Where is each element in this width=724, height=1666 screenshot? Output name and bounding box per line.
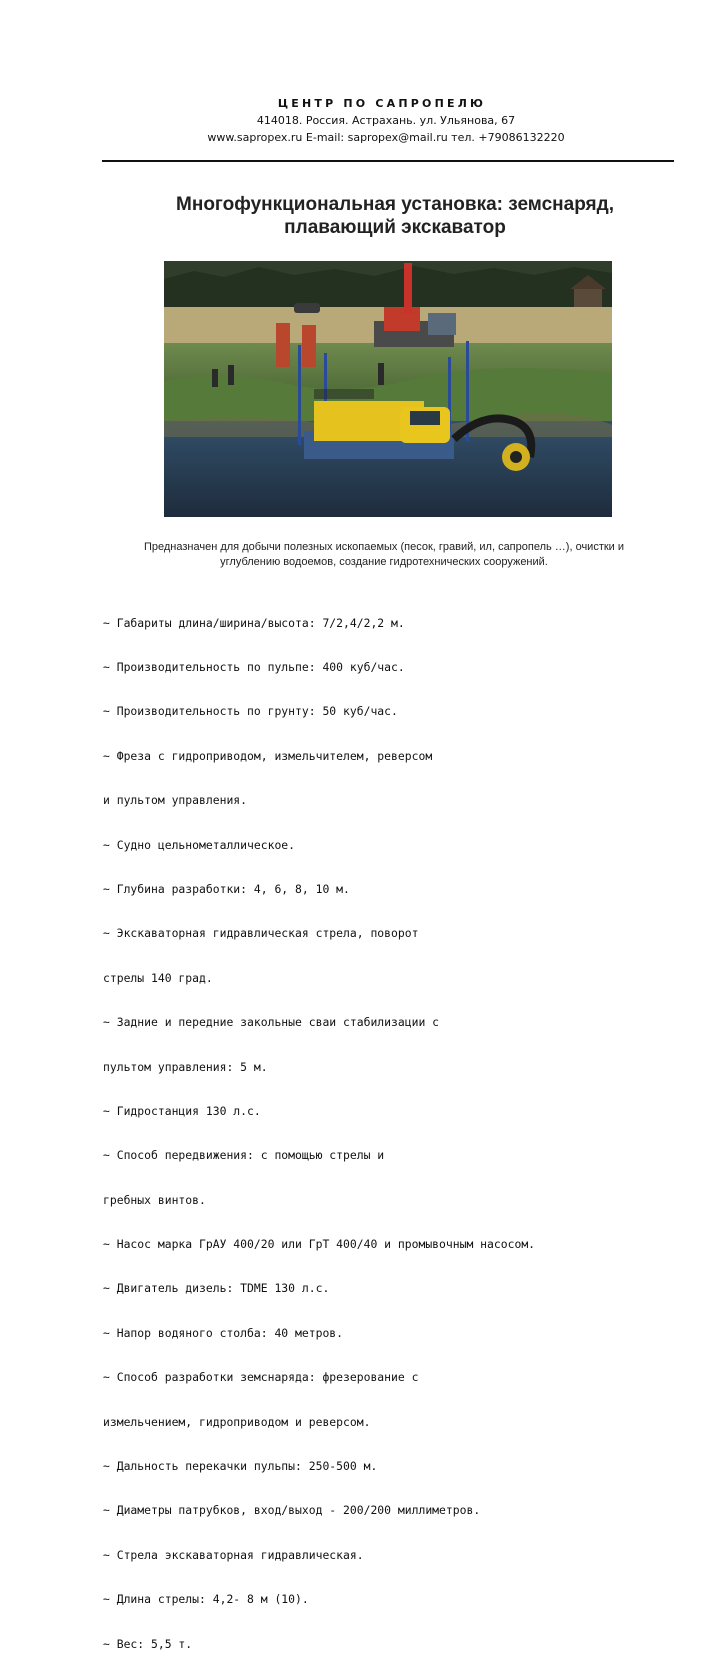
page-title-line-2: плавающий экскаватор	[284, 217, 506, 238]
description	[110, 540, 658, 570]
organization-address: 414018. Россия. Астрахань. ул. Ульянова, 67	[256, 114, 516, 127]
spec-line: стрелы 140 град.	[103, 970, 213, 985]
specifications-list	[103, 586, 663, 1666]
spec-line: ~ Фреза с гидроприводом, измельчителем, реверсом	[103, 748, 433, 763]
page-title	[150, 193, 640, 239]
spec-line: ~ Производительность по грунту: 50 куб/час.	[103, 704, 398, 719]
organization-contacts: www.sapropex.ru E-mail: sapropex@mail.ru тел. +79086132220	[207, 131, 565, 144]
spec-line: ~ Способ разработки земснаряда: фрезерование с	[103, 1370, 419, 1385]
spec-line: пультом управления: 5 м.	[103, 1059, 268, 1074]
spec-line: ~ Двигатель дизель: TDME 130 л.с.	[103, 1281, 330, 1296]
spec-line: ~ Дальность перекачки пульпы: 250-500 м.	[103, 1459, 378, 1474]
page-title-line-1: Многофункциональная установка: земснаряд,	[176, 194, 614, 215]
organization-name: ЦЕНТР ПО САПРОПЕЛЮ	[277, 97, 487, 110]
spec-line: ~ Диаметры патрубков, вход/выход - 200/200 миллиметров.	[103, 1503, 481, 1518]
spec-line: измельчением, гидроприводом и реверсом.	[103, 1414, 371, 1429]
spec-line: ~ Производительность по пульпе: 400 куб/час.	[103, 659, 405, 674]
spec-line: ~ Задние и передние закольные сваи стабилизации с	[103, 1015, 440, 1030]
spec-line: и пультом управления.	[103, 793, 248, 808]
spec-line: ~ Напор водяного столба: 40 метров.	[103, 1325, 344, 1340]
spec-line: ~ Судно цельнометаллическое.	[103, 837, 296, 852]
dredger-photo	[164, 261, 612, 517]
spec-line: гребных винтов.	[103, 1192, 206, 1207]
spec-line: ~ Габариты длина/ширина/высота: 7/2,4/2,2 м.	[103, 615, 405, 630]
spec-line: ~ Способ передвижения: с помощью стрелы и	[103, 1148, 385, 1163]
spec-line: ~ Гидростанция 130 л.с.	[103, 1103, 261, 1118]
spec-line: ~ Стрела экскаваторная гидравлическая.	[103, 1547, 364, 1562]
description-line-1: Предназначен для добычи полезных ископаемых (песок, гравий, ил, сапропель …), очистки и	[143, 541, 625, 553]
spec-line: ~ Насос марка ГрАУ 400/20 или ГрТ 400/40 и промывочным насосом.	[103, 1237, 536, 1252]
spec-line: ~ Глубина разработки: 4, 6, 8, 10 м.	[103, 881, 350, 896]
spec-line: ~ Вес: 5,5 т.	[103, 1636, 193, 1651]
spec-line: ~ Длина стрелы: 4,2- 8 м (10).	[103, 1592, 309, 1607]
spec-line: ~ Экскаваторная гидравлическая стрела, поворот	[103, 926, 419, 941]
header-divider	[102, 160, 674, 162]
description-line-2: углублению водоемов, создание гидротехнических сооружений.	[220, 556, 548, 568]
